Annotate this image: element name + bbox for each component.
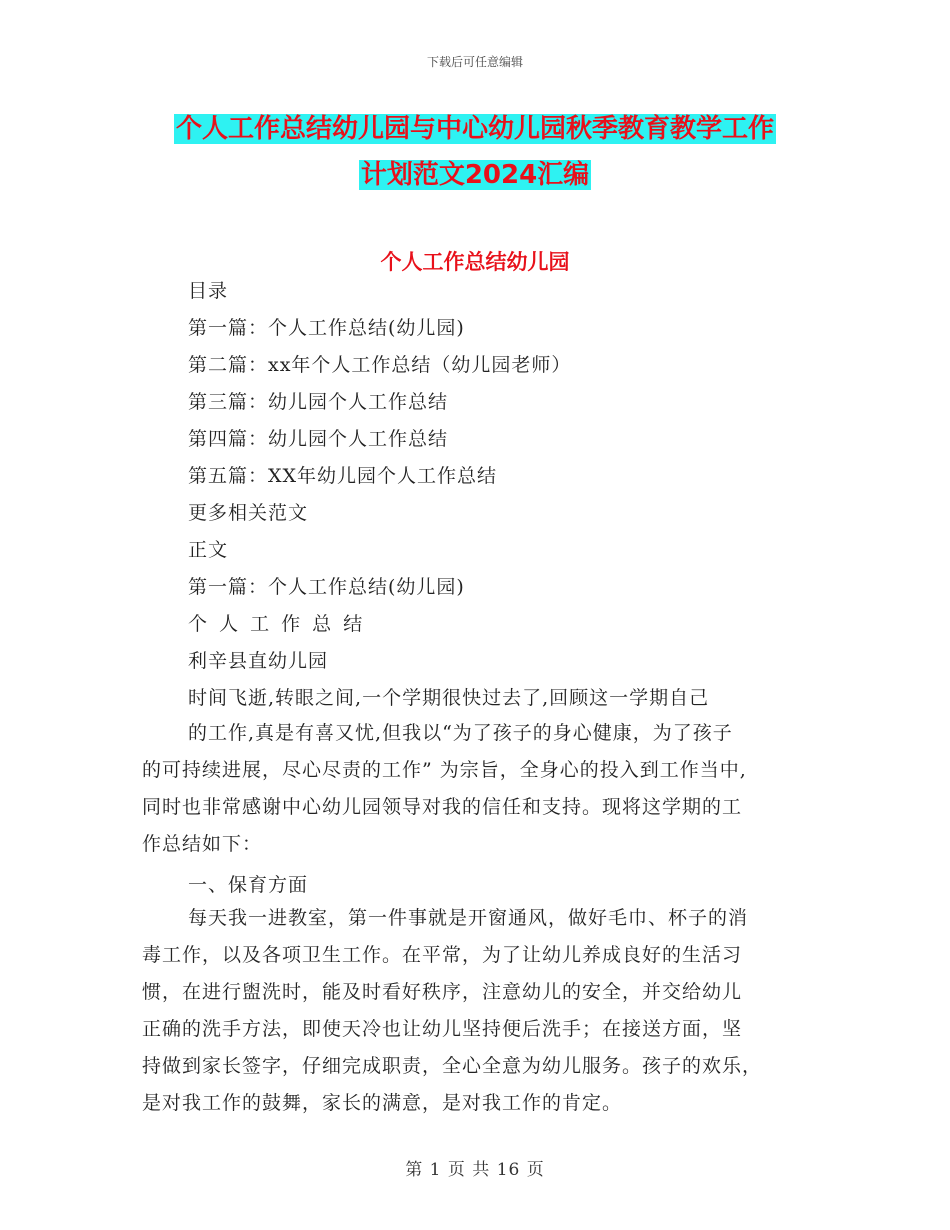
care-line-2: 毒工作，以及各项卫生工作。在平常，为了让幼儿养成良好的生活习 bbox=[142, 944, 743, 966]
care-paragraph bbox=[142, 900, 812, 1122]
care-line-5: 持做到家长签字，仔细完成职责，全心全意为幼儿服务。孩子的欢乐， bbox=[142, 1055, 763, 1077]
toc-item-4: 第四篇：幼儿园个人工作总结 bbox=[188, 428, 449, 450]
page-footer: 第 1 页 共 16 页 bbox=[405, 1160, 545, 1180]
intro-line-3: 同时也非常感谢中心幼儿园领导对我的信任和支持。现将这学期的工 bbox=[142, 796, 743, 818]
toc-heading: 目录 bbox=[188, 280, 229, 302]
toc-item-2: 第二篇：xx年个人工作总结（幼儿园老师） bbox=[188, 354, 572, 376]
doc-title: 个 人 工 作 总 结 bbox=[188, 613, 366, 635]
intro-line-2: 的可持续进展，尽心尽责的工作” 为宗旨，全身心的投入到工作当中, bbox=[142, 759, 747, 781]
intro-line-1: 的工作,真是有喜又忧,但我以“为了孩子的身心健康，为了孩子 bbox=[188, 722, 733, 744]
care-subhead: 一、保育方面 bbox=[188, 874, 309, 896]
main-title-line2-text: 计划范文2024汇编 bbox=[360, 160, 590, 190]
toc-item-1: 第一篇：个人工作总结(幼儿园) bbox=[188, 317, 465, 339]
care-line-4: 正确的洗手方法，即使天冷也让幼儿坚持便后洗手；在接送方面，坚 bbox=[142, 1018, 743, 1040]
care-line-3: 惯，在进行盥洗时，能及时看好秩序，注意幼儿的安全，并交给幼儿 bbox=[142, 981, 743, 1003]
care-line-6: 是对我工作的鼓舞，家长的满意，是对我工作的肯定。 bbox=[142, 1092, 623, 1114]
intro-line-4: 作总结如下： bbox=[142, 833, 263, 855]
header-note: 下载后可任意编辑 bbox=[426, 55, 523, 69]
toc-more: 更多相关范文 bbox=[188, 502, 309, 524]
toc-item-5: 第五篇：XX年幼儿园个人工作总结 bbox=[188, 465, 498, 487]
toc-item-3: 第三篇：幼儿园个人工作总结 bbox=[188, 391, 449, 413]
main-title-line1 bbox=[0, 110, 950, 148]
chapter-title: 第一篇：个人工作总结(幼儿园) bbox=[188, 576, 465, 598]
org-name: 利辛县直幼儿园 bbox=[188, 650, 329, 672]
care-line-1: 每天我一进教室，第一件事就是开窗通风，做好毛巾、杯子的消 bbox=[188, 907, 749, 929]
intro-paragraph bbox=[142, 715, 812, 863]
section-title: 个人工作总结幼儿园 bbox=[380, 250, 570, 274]
main-title-line2 bbox=[0, 156, 950, 194]
body-label: 正文 bbox=[188, 539, 229, 561]
main-title-line1-text: 个人工作总结幼儿园与中心幼儿园秋季教育教学工作 bbox=[175, 114, 774, 144]
intro-first-line: 时间飞逝,转眼之间,一个学期很快过去了,回顾这一学期自己 bbox=[188, 687, 710, 709]
